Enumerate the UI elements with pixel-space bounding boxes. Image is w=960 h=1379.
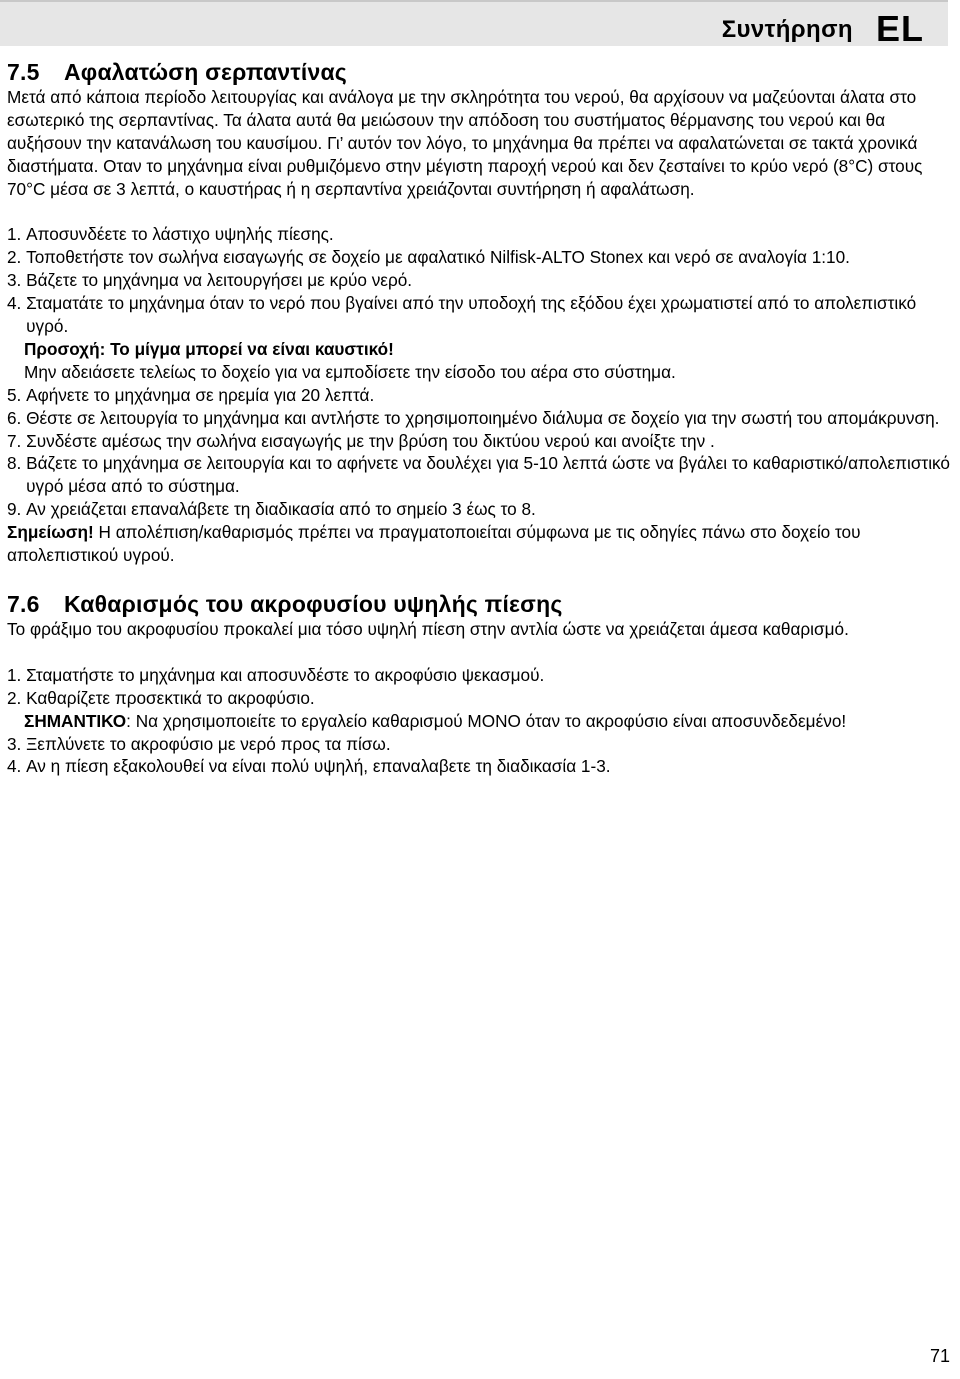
descaling-steps: [7, 223, 951, 338]
step-text: Συνδέστε αμέσως την σωλήνα εισαγωγής με την βρύση του δικτύου νερού και ανοίξτε την .: [26, 430, 715, 451]
intro-paragraph: Το φράξιμο του ακροφυσίου προκαλεί μια τόσο υψηλή πίεση στην αντλία ώστε να χρειάζεται άμεσα καθαρισμό.: [7, 619, 849, 640]
list-item: [7, 246, 951, 269]
heading-number: 7.6: [7, 591, 40, 618]
warning-block: [7, 338, 951, 384]
list-item: [7, 755, 951, 778]
warning-text: Μην αδειάσετε τελείως το δοχείο για να εμποδίσετε την είσοδο του αέρα στο σύστημα.: [24, 361, 676, 382]
step-number: 1.: [7, 224, 27, 245]
list-item: [7, 430, 951, 453]
spacer: [7, 641, 951, 664]
step-number: 4.: [7, 293, 27, 314]
heading-7-5: [7, 58, 951, 86]
list-item: [7, 687, 951, 710]
note-paragraph: [7, 521, 951, 567]
nozzle-steps: [7, 664, 951, 710]
page-number: 71: [929, 1346, 950, 1366]
step-number: 8.: [7, 453, 27, 474]
list-item: [7, 498, 951, 521]
step-text: Αφήνετε το μηχάνημα σε ηρεμία για 20 λεπτά.: [26, 384, 375, 405]
list-item: [7, 733, 951, 756]
step-text: Αποσυνδέετε το λάστιχο υψηλής πίεσης.: [26, 224, 334, 245]
note-text: Η απολέπιση/καθαρισμός πρέπει να πραγματοποιείται σύμφωνα με τις οδηγίες πάνω στο δοχείο του απολεπιστικού υγρού.: [7, 522, 861, 566]
step-number: 3.: [7, 733, 27, 754]
list-item: [7, 664, 951, 687]
note-label: Σημείωση!: [7, 522, 94, 543]
warning-label: Προσοχή: Το μίγμα μπορεί να είναι καυστικό!: [24, 338, 394, 359]
spacer: [7, 201, 951, 224]
heading-title: Αφαλατώση σερπαντίνας: [64, 59, 347, 85]
heading-7-6: [7, 590, 951, 618]
step-text: Ξεπλύνετε το ακροφύσιο με νερό προς τα πίσω.: [26, 733, 391, 754]
step-text: Αν χρειάζεται επαναλάβετε τη διαδικασία από το σημείο 3 έως το 8.: [26, 499, 536, 520]
step-number: 9.: [7, 499, 27, 520]
section-title: Συντήρηση: [721, 16, 853, 43]
language-code: EL: [875, 8, 924, 49]
heading-title: Καθαρισμός του ακροφυσίου υψηλής πίεσης: [64, 591, 563, 618]
step-number: 6.: [7, 407, 27, 428]
step-text: Σταματάτε το μηχάνημα όταν το νερό που βγαίνει από την υποδοχή της εξόδου έχει χρωματιστεί από το απολεπιστικό υγρό.: [26, 293, 917, 337]
important-text: : Να χρησιμοποιείτε το εργαλείο καθαρισμού ΜΟΝΟ όταν το ακροφύσιο είναι αποσυνδεδεμένο!: [126, 710, 847, 731]
step-text: Καθαρίζετε προσεκτικά το ακροφύσιο.: [26, 687, 315, 708]
spacer: [7, 567, 951, 590]
step-text: Θέστε σε λειτουργία το μηχάνημα και αντλήστε το χρησιμοποιημένο διάλυμα σε δοχείο για την σωστή του απομάκρυνση.: [26, 407, 940, 428]
step-number: 7.: [7, 430, 27, 451]
step-number: 3.: [7, 270, 27, 291]
intro-paragraph: Μετά από κάποια περίοδο λειτουργίας και ανάλογα με την σκληρότητα του νερού, θα αρχίσουν να μαζεύονται άλατα στο εσωτερικό της σερπαντίνας. Τα άλατα αυτά θα μειώσουν την απόδοση του συστήματος θέρμανσης του νερού και θα αυξήσουν την κατανάλωση του καυσίμου. Γι’ αυτόν τον λόγο, το μηχάνημα θα πρέπει να αφαλατώνεται σε τακτά χρονικά διαστήματα. Οταν το μηχάνημα είναι ρυθμιζόμενο στην μέγιστη παροχή νερού και δεν ζεσταίνει το κρύο νερό (8°C) στους 70°C μέσα σε 3 λεπτά, ο καυστήρας ή η σερπαντίνα χρειάζονται συντήρηση ή αφαλάτωση.: [7, 87, 923, 199]
descaling-steps-continued: [7, 384, 951, 521]
step-number: 4.: [7, 756, 27, 777]
step-text: Βάζετε το μηχάνημα να λειτουργήσει με κρύο νερό.: [26, 270, 413, 291]
step-number: 2.: [7, 687, 27, 708]
step-number: 2.: [7, 247, 27, 268]
step-number: 5.: [7, 384, 27, 405]
list-item: [7, 269, 951, 292]
page-header: [0, 0, 948, 49]
heading-number: 7.5: [7, 59, 40, 85]
step-text: Βάζετε το μηχάνημα σε λειτουργία και το αφήνετε να δουλέχει για 5-10 λεπτά ώστε να βγάλει το καθαριστικό/απολεπιστικό υγρό μέσα από το σύστημα.: [26, 453, 950, 497]
step-text: Σταματήστε το μηχάνημα και αποσυνδέστε το ακροφύσιο ψεκασμού.: [26, 664, 545, 685]
list-item: [7, 407, 951, 430]
list-item: [7, 384, 951, 407]
list-item: [7, 452, 951, 498]
list-item: [7, 223, 951, 246]
nozzle-steps-continued: [7, 733, 951, 779]
step-text: Αν η πίεση εξακολουθεί να είναι πολύ υψηλή, επαναλαβετε τη διαδικασία 1-3.: [26, 756, 611, 777]
step-text: Τοποθετήστε τον σωλήνα εισαγωγής σε δοχείο με αφαλατικό Nilfisk-ALTO Stonex και νερό σε αναλογία 1:10.: [26, 247, 850, 268]
page-content: [7, 58, 951, 778]
step-number: 1.: [7, 664, 27, 685]
important-label: ΣΗΜΑΝΤΙΚΟ: [24, 710, 127, 731]
list-item: [7, 292, 951, 338]
important-block: [7, 710, 951, 733]
